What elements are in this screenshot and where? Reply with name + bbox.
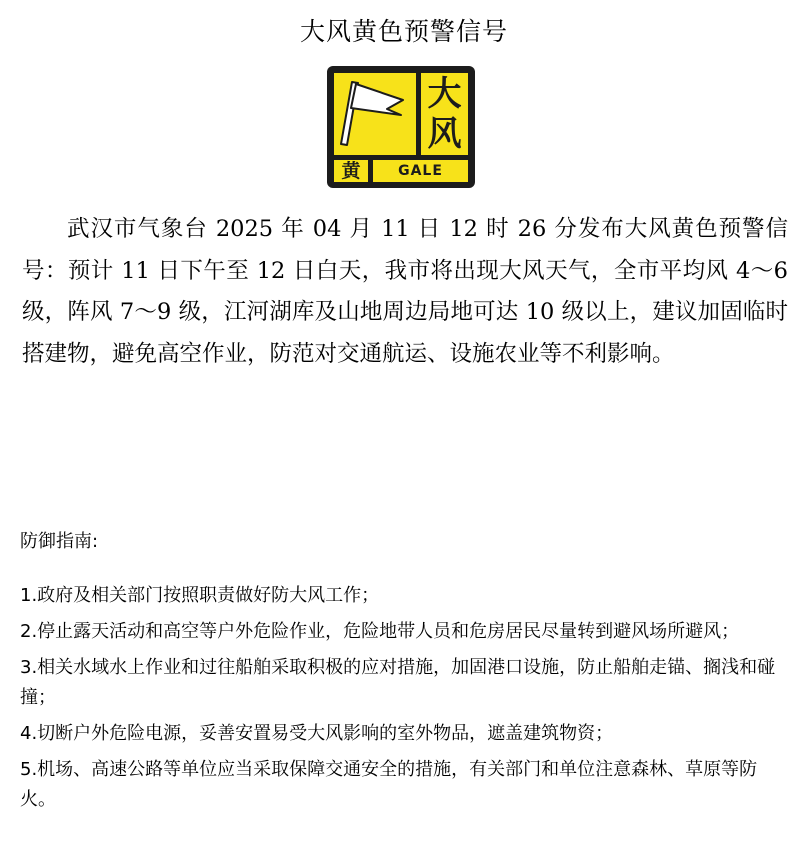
guide-item: 4.切断户外危险电源，妥善安置易受大风影响的室外物品，遮盖建筑物资； <box>20 723 614 744</box>
warning-signal-badge <box>327 66 475 188</box>
guide-item: 3.相关水域水上作业和过往船舶采取积极的应对措施，加固港口设施，防止船舶走锚、搁浅和碰撞； <box>20 657 776 708</box>
guide-item: 1.政府及相关部门按照职责做好防大风工作； <box>20 585 380 606</box>
guide-list <box>20 581 790 815</box>
guide-heading: 防御指南: <box>20 531 99 552</box>
signal-english-label: GALE <box>373 160 468 182</box>
signal-level-label: 黄 <box>334 160 368 182</box>
signal-char-panel <box>421 73 468 155</box>
guide-item: 2.停止露天活动和高空等户外危险作业，危险地带人员和危房居民尽量转到避风场所避风； <box>20 621 740 642</box>
page-title: 大风黄色预警信号 <box>299 17 508 46</box>
guide-item: 5.机场、高速公路等单位应当采取保障交通安全的措施，有关部门和单位注意森林、草原等防火。 <box>20 759 758 810</box>
defense-guide <box>20 527 790 821</box>
warning-body-paragraph: 武汉市气象台 2025 年 04 月 11 日 12 时 26 分发布大风黄色预警信号：预计 11 日下午至 12 日白天，我市将出现大风天气，全市平均风 4～6 级，阵风 7～9 级，江河湖库及山地周边局地可达 10 级以上，建议加固临时搭建物，避免高空作业，防范对交通航运、设施农业等不利影响。 <box>22 216 788 367</box>
signal-char-da: 大 <box>427 74 462 114</box>
signal-char-feng: 风 <box>427 114 462 154</box>
